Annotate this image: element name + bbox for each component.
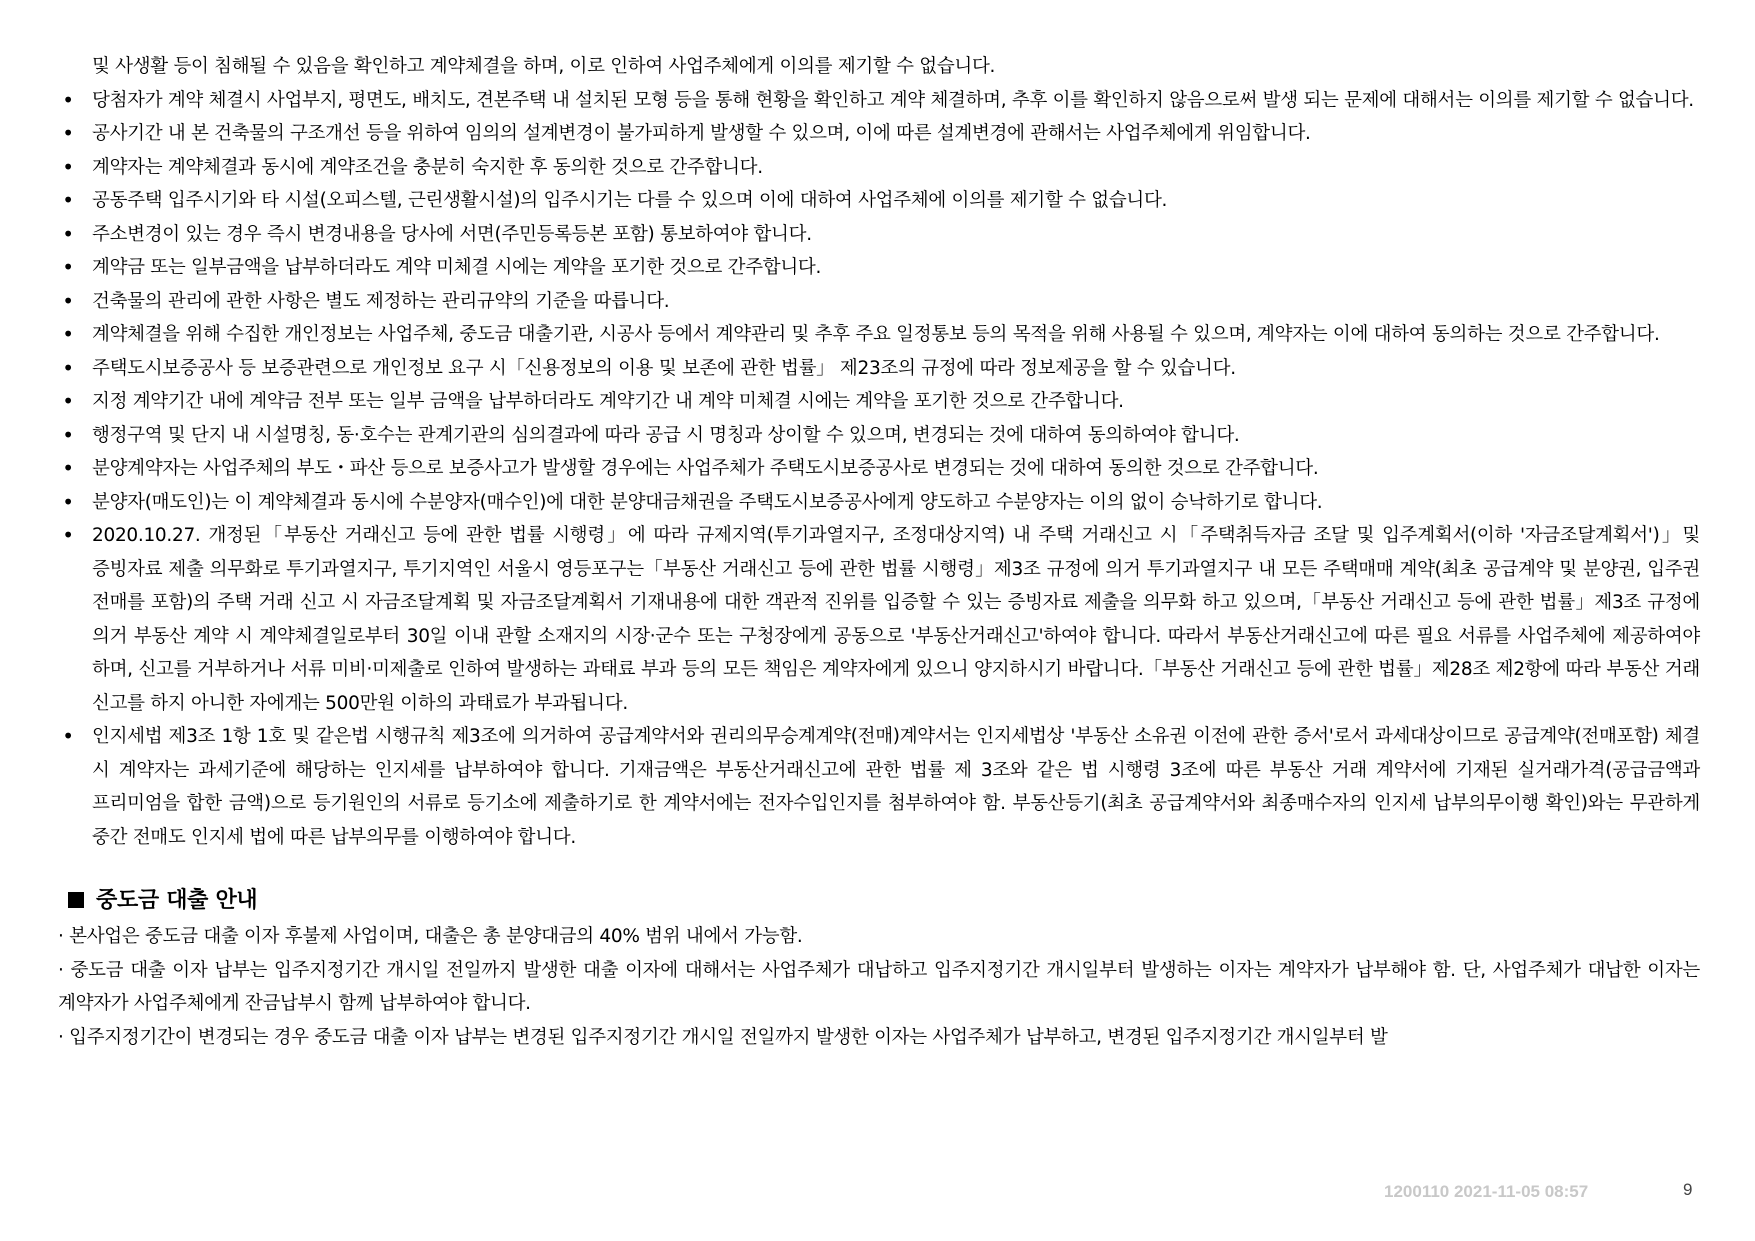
list-item [58, 519, 1700, 720]
list-item [58, 285, 1700, 319]
continuation-text: 및 사생활 등이 침해될 수 있음을 확인하고 계약체결을 하며, 이로 인하여 사업주체에게 이의를 제기할 수 없습니다. [92, 56, 996, 77]
bullet-dot-icon: • [62, 355, 74, 380]
list-item-text: 지정 계약기간 내에 계약금 전부 또는 일부 금액을 납부하더라도 계약기간 내 계약 미체결 시에는 계약을 포기한 것으로 간주합니다. [92, 391, 1124, 412]
loan-info-item: · 입주지정기간이 변경되는 경우 중도금 대출 이자 납부는 변경된 입주지정기간 개시일 전일까지 발생한 이자는 사업주체가 납부하고, 변경된 입주지정기간 개시일부터 발 [58, 1026, 1388, 1048]
square-bullet-icon [68, 892, 84, 908]
bullet-dot-icon: • [62, 87, 74, 112]
list-item-text: 계약체결을 위해 수집한 개인정보는 사업주체, 중도금 대출기관, 시공사 등에서 계약관리 및 추후 주요 일정통보 등의 목적을 위해 사용될 수 있으며, 계약자는 이에 대하여 동의하는 것으로 간주합니다. [92, 324, 1660, 345]
list-item-text: 공사기간 내 본 건축물의 구조개선 등을 위하여 임의의 설계변경이 불가피하게 발생할 수 있으며, 이에 따른 설계변경에 관해서는 사업주체에게 위임합니다. [92, 123, 1311, 144]
list-item-text: 건축물의 관리에 관한 사항은 별도 제정하는 관리규약의 기준을 따릅니다. [92, 290, 670, 312]
document-body [58, 50, 1700, 1054]
bullet-dot-icon: • [62, 221, 74, 246]
list-item-text: 계약금 또는 일부금액을 납부하더라도 계약 미체결 시에는 계약을 포기한 것으로 간주합니다. [92, 257, 822, 278]
list-item-text: 계약자는 계약체결과 동시에 계약조건을 충분히 숙지한 후 동의한 것으로 간주합니다. [92, 156, 763, 178]
bullet-dot-icon: • [62, 154, 74, 179]
list-item [58, 352, 1700, 386]
bullet-dot-icon: • [62, 724, 74, 748]
list-item-text: 행정구역 및 단지 내 시설명칭, 동·호수는 관계기관의 심의결과에 따라 공급 시 명칭과 상이할 수 있으며, 변경되는 것에 대하여 동의하여야 합니다. [92, 424, 1240, 446]
bullet-dot-icon: • [62, 255, 74, 279]
bullet-dot-icon: • [62, 489, 74, 514]
list-item [58, 251, 1700, 285]
list-item-text: 공동주택 입주시기와 타 시설(오피스텔, 근린생활시설)의 입주시기는 다를 수 있으며 이에 대하여 사업주체에 이의를 제기할 수 없습니다. [92, 190, 1168, 211]
section-heading [68, 884, 1700, 918]
list-item-text: 2020.10.27. 개정된「부동산 거래신고 등에 관한 법률 시행령」에 따라 규제지역(투기과열지구, 조정대상지역) 내 주택 거래신고 시「주택취득자금 조달 및 입주계획서(이하 '자금조달계획서')」및 증빙자료 제출 의무화로 투기과열지구, 투기지역인 서울시 영등포구는「부동산 거래신고 등에 관한 법률 시행령」제3조 규정에 의거 투기과열지구 내 모든 주택매매 계약(최초 공급계약 및 분양권, 입주권 전매를 포함)의 주택 거래 신고 시 자금조달계획 및 자금조달계획서 기재내용에 대한 객관적 진위를 입증할 수 있는 증빙자료 제출을 의무화 하고 있으며,「부동산 거래신고 등에 관한 법률」제3조 규정에 의거 부동산 계약 시 계약체결일로부터 30일 이내 관할 소재지의 시장·군수 또는 구청장에게 공동으로 '부동산거래신고'하여야 합니다. 따라서 부동산거래신고에 따른 필요 서류를 사업주체에 제공하여야 하며, 신고를 거부하거나 서류 미비·미제출로 인하여 발생하는 과태료 부과 등의 모든 책임은 계약자에게 있으니 양지하시기 바랍니다.「부동산 거래신고 등에 관한 법률」제28조 제2항에 따라 부동산 거래 신고를 하지 아니한 자에게는 500만원 이하의 과태료가 부과됩니다. [92, 525, 1700, 714]
section-title: 중도금 대출 안내 [96, 888, 258, 913]
list-item [58, 218, 1700, 252]
bullet-dot-icon: • [62, 389, 74, 413]
list-item-text: 주택도시보증공사 등 보증관련으로 개인정보 요구 시「신용정보의 이용 및 보존에 관한 법률」 제23조의 규정에 따라 정보제공을 할 수 있습니다. [92, 357, 1236, 379]
bullet-dot-icon: • [62, 121, 74, 145]
list-item [58, 117, 1700, 151]
list-item-continuation [58, 50, 1700, 84]
loan-info-item: · 중도금 대출 이자 납부는 입주지정기간 개시일 전일까지 발생한 대출 이자에 대해서는 사업주체가 대납하고 입주지정기간 개시일부터 발생하는 이자는 계약자가 납부해야 함. 단, 사업주체가 대납한 이자는 계약자가 사업주체에게 잔금납부시 함께 납부하여야 합니다. [58, 959, 1700, 1014]
list-item [58, 151, 1700, 185]
list-item [58, 385, 1700, 419]
list-item [58, 720, 1700, 854]
list-item-text: 당첨자가 계약 체결시 사업부지, 평면도, 배치도, 견본주택 내 설치된 모형 등을 통해 현황을 확인하고 계약 체결하며, 추후 이를 확인하지 않음으로써 발생 되는 문제에 대해서는 이의를 제기할 수 없습니다. [92, 89, 1694, 111]
loan-info-item: · 본사업은 중도금 대출 이자 후불제 사업이며, 대출은 총 분양대금의 40% 범위 내에서 가능함. [58, 926, 803, 947]
bullet-dot-icon: • [62, 422, 74, 447]
bullet-dot-icon: • [62, 322, 74, 346]
list-item [58, 318, 1700, 352]
list-item [58, 419, 1700, 453]
bullet-dot-icon: • [62, 523, 74, 547]
list-item [58, 486, 1700, 520]
list-item [58, 452, 1700, 486]
list-item-text: 분양자(매도인)는 이 계약체결과 동시에 수분양자(매수인)에 대한 분양대금채권을 주택도시보증공사에게 양도하고 수분양자는 이의 없이 승낙하기로 합니다. [92, 491, 1323, 513]
bullet-dot-icon: • [62, 288, 74, 313]
list-item-text: 분양계약자는 사업주체의 부도・파산 등으로 보증사고가 발생할 경우에는 사업주체가 주택도시보증공사로 변경되는 것에 대하여 동의한 것으로 간주합니다. [92, 458, 1319, 479]
list-item [58, 184, 1700, 218]
page-number: 9 [1683, 1180, 1693, 1199]
notice-list [58, 50, 1700, 854]
bullet-dot-icon: • [62, 456, 74, 480]
print-stamp: 1200110 2021-11-05 08:57 [1384, 1182, 1589, 1201]
list-item [58, 84, 1700, 118]
bullet-dot-icon: • [62, 188, 74, 212]
list-item-text: 인지세법 제3조 1항 1호 및 같은법 시행규칙 제3조에 의거하여 공급계약서와 권리의무승계계약(전매)계약서는 인지세법상 '부동산 소유권 이전에 관한 증서'로서 과세대상이므로 공급계약(전매포함) 체결 시 계약자는 과세기준에 해당하는 인지세를 납부하여야 합니다. 기재금액은 부동산거래신고에 관한 법률 제 3조와 같은 법 시행령 3조에 따른 부동산 거래 계약서에 기재된 실거래가격(공급금액과 프리미엄을 합한 금액)으로 등기원인의 서류로 등기소에 제출하기로 한 계약서에는 전자수입인지를 첨부하여야 함. 부동산등기(최초 공급계약서와 최종매수자의 인지세 납부의무이행 확인)와는 무관하게 중간 전매도 인지세 법에 따른 납부의무를 이행하여야 합니다. [92, 726, 1700, 848]
loan-info-list [58, 920, 1700, 1054]
list-item-text: 주소변경이 있는 경우 즉시 변경내용을 당사에 서면(주민등록등본 포함) 통보하여야 합니다. [92, 223, 812, 245]
